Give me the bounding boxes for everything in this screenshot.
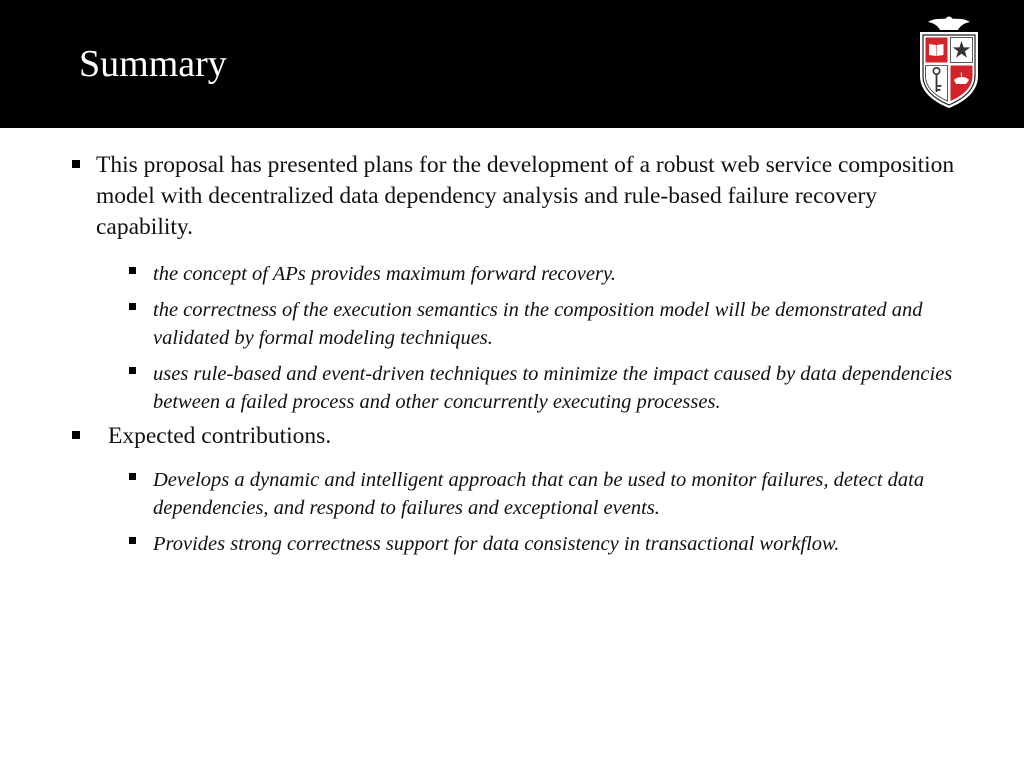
slide-title: Summary [79, 43, 227, 85]
square-bullet-icon [129, 367, 136, 374]
square-bullet-icon [129, 267, 136, 274]
square-bullet-icon [129, 537, 136, 544]
bullet-text: Expected contributions. [108, 423, 332, 449]
sub-bullet-text: Develops a dynamic and intelligent approach that can be used to monitor failures, detect data dependencies, and respond to failures and exceptional events. [153, 469, 925, 519]
sub-bullet-text: the correctness of the execution semantics in the composition model will be demonstrated and validated by formal modeling techniques. [153, 299, 923, 349]
square-bullet-icon [129, 473, 136, 480]
square-bullet-icon [72, 431, 80, 439]
sub-bullet-text: the concept of APs provides maximum forward recovery. [153, 263, 617, 285]
sub-bullet-text: uses rule-based and event-driven techniques to minimize the impact caused by data dependencies between a failed process and other concurrently executing processes. [153, 363, 953, 413]
square-bullet-icon [72, 160, 80, 168]
bullet-text: This proposal has presented plans for the development of a robust web service composition model with decentralized data dependency analysis and rule-based failure recovery capability. [96, 152, 955, 240]
sub-bullet-text: Provides strong correctness support for data consistency in transactional workflow. [153, 533, 840, 555]
square-bullet-icon [129, 303, 136, 310]
